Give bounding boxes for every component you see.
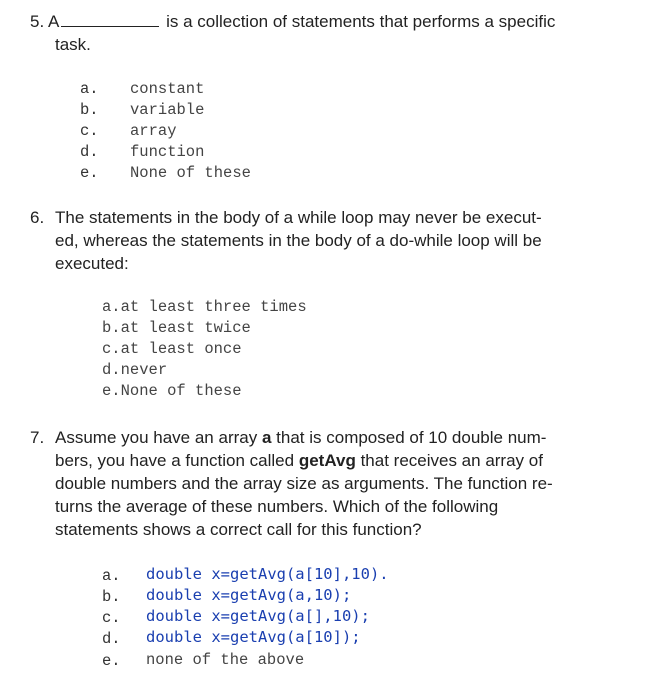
q7-stem-line1 <box>55 428 546 448</box>
q7-line1-a: Assume you have an array <box>55 428 258 447</box>
q5-option-b-text: variable <box>130 101 205 119</box>
q6-option-e <box>102 382 242 400</box>
q6-option-c-label: c. <box>102 340 121 358</box>
q6-option-d <box>102 361 167 379</box>
q7-stem-line3: double numbers and the array size as arguments. The function re- <box>55 474 553 493</box>
q5-option-e-label: e. <box>80 164 99 182</box>
q6-option-d-label: d. <box>102 361 121 379</box>
q6-option-a-label: a. <box>102 298 121 316</box>
q5-option-c-text: array <box>130 122 177 140</box>
q6-option-c-text: at least once <box>120 340 242 358</box>
q6-option-b-label: b. <box>102 319 121 337</box>
q5-stem-line1 <box>30 11 555 32</box>
q7-option-b-text: double x=getAvg(a,10); <box>146 586 352 604</box>
q6-option-a-text: at least three times <box>120 298 307 316</box>
q5-option-a-label: a. <box>80 80 99 98</box>
q6-option-e-label: e. <box>102 382 121 400</box>
q5-option-d-label: d. <box>80 143 99 161</box>
q5-option-d-text: function <box>130 143 205 161</box>
q7-option-c-text: double x=getAvg(a[],10); <box>146 607 370 625</box>
q5-option-c-label: c. <box>80 122 99 140</box>
q7-option-a-text: double x=getAvg(a[10],10). <box>146 565 389 583</box>
q5-stem-line2: task. <box>55 35 91 54</box>
q7-option-a-label: a. <box>102 567 121 585</box>
q5-number: 5. <box>30 12 45 31</box>
q5-option-a-text: constant <box>130 80 205 98</box>
q7-line2-a: bers, you have a function called <box>55 451 295 470</box>
q5-option-e-text: None of these <box>130 164 251 182</box>
q6-option-e-text: None of these <box>120 382 242 400</box>
q7-option-d-text: double x=getAvg(a[10]); <box>146 628 361 646</box>
q6-option-b <box>102 319 251 337</box>
q7-stem-line5: statements shows a correct call for this function? <box>55 520 422 539</box>
q7-function-name: getAvg <box>298 451 356 470</box>
q5-blank <box>61 11 159 27</box>
q6-stem-line2: ed, whereas the statements in the body of a do-while loop will be <box>55 231 542 250</box>
q5-option-b-label: b. <box>80 101 99 119</box>
q7-array-name: a <box>261 428 272 447</box>
q5-prefix: A <box>47 12 60 31</box>
q6-stem-line1: The statements in the body of a while loop may never be execut- <box>55 208 542 227</box>
q7-line1-b: that is composed of 10 double num- <box>276 428 547 447</box>
q7-line2-b: that receives an array of <box>360 451 543 470</box>
q7-option-c-label: c. <box>102 609 121 627</box>
q7-stem-line4: turns the average of these numbers. Which of the following <box>55 497 499 516</box>
q7-stem-line2 <box>55 451 543 471</box>
q7-option-e-text: none of the above <box>146 651 305 669</box>
q6-stem-line3: executed: <box>55 254 129 273</box>
q5-suffix: is a collection of statements that performs a specific <box>166 12 556 31</box>
q6-number: 6. <box>30 208 45 227</box>
q6-option-c <box>102 340 242 358</box>
q7-number: 7. <box>30 428 45 447</box>
q7-option-b-label: b. <box>102 588 121 606</box>
q6-option-b-text: at least twice <box>120 319 251 337</box>
q6-option-d-text: never <box>120 361 168 379</box>
q7-option-e-label: e. <box>102 652 121 670</box>
q7-option-d-label: d. <box>102 630 121 648</box>
q6-option-a <box>102 298 307 316</box>
